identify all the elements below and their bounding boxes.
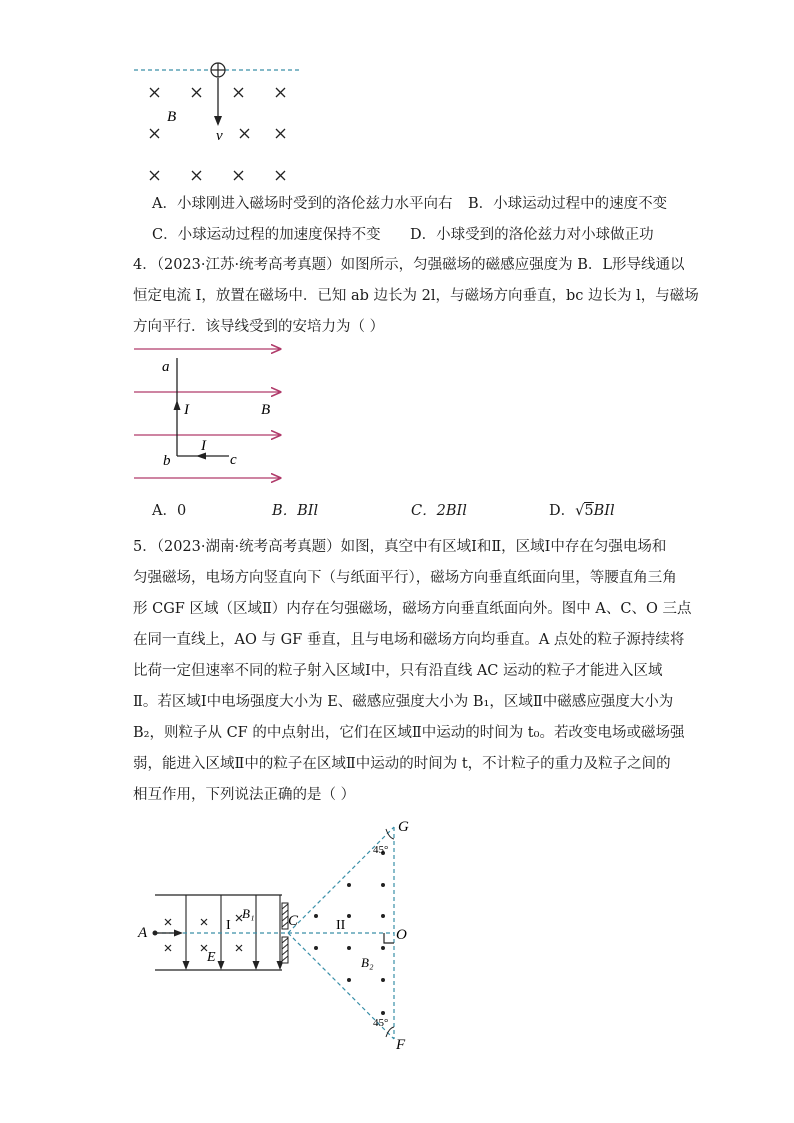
label-angle-top: 45° (373, 844, 389, 856)
q5-stem-line-1: 5．（2023·湖南·统考高考真题）如图，真空中有区域Ⅰ和Ⅱ，区域Ⅰ中存在匀强电场和 (133, 539, 667, 555)
label-current-bc: I (201, 438, 206, 454)
q4-option-a[interactable]: A．0 (152, 503, 187, 519)
label-region-1: I (226, 918, 231, 933)
label-O: O (396, 927, 407, 943)
label-c: c (230, 452, 237, 468)
label-current-ab: I (184, 402, 189, 418)
q5-stem-line-8: 弱，能进入区域Ⅱ中的粒子在区域Ⅱ中运动的时间为 t，不计粒子的重力及粒子之间的 (133, 756, 671, 772)
label-B-field: B (261, 402, 271, 418)
q3-option-c[interactable]: C．小球运动过程的加速度保持不变 (152, 227, 381, 243)
q5-stem-line-9: 相互作用，下列说法正确的是（ ） (133, 787, 356, 803)
label-a: a (162, 359, 170, 375)
q4-option-d-prefix: D． (549, 503, 576, 519)
label-v: v (216, 128, 223, 144)
figure-velocity-selector (130, 815, 430, 1055)
q4-option-c[interactable]: C．2BIl (411, 503, 467, 519)
label-region-2: II (336, 918, 346, 933)
q5-stem-line-5: 比荷一定但速率不同的粒子射入区域Ⅰ中，只有沿直线 AC 运动的粒子才能进入区域 (133, 663, 663, 679)
label-G: G (398, 819, 409, 835)
magnetic-field-lines (134, 349, 280, 478)
label-C: C (288, 913, 299, 929)
label-B: B (167, 109, 177, 125)
label-B1: B₁ (242, 906, 255, 921)
q5-stem-line-7: B₂，则粒子从 CF 的中点射出，它们在区域Ⅱ中运动的时间为 t₀。若改变电场或磁场强 (133, 725, 685, 741)
q3-option-d[interactable]: D．小球受到的洛伦兹力对小球做正功 (410, 227, 654, 243)
figure-ball-magnetic-field (130, 58, 310, 188)
q4-stem-line-3: 方向平行．该导线受到的安培力为（ ） (133, 319, 385, 335)
label-F: F (396, 1037, 406, 1053)
electric-field-lines (186, 895, 280, 965)
label-A: A (138, 925, 148, 941)
label-b: b (163, 453, 171, 469)
point-A (153, 931, 158, 936)
q4-option-d[interactable] (549, 499, 615, 520)
q3-option-b[interactable]: B．小球运动过程中的速度不变 (468, 196, 668, 212)
sqrt-symbol: √ (575, 503, 585, 519)
q5-stem-line-2: 匀强磁场，电场方向竖直向下（与纸面平行），磁场方向垂直纸面向里，等腰直角三角 (133, 570, 677, 586)
q5-stem-line-3: 形 CGF 区域（区域Ⅱ）内存在匀强磁场，磁场方向垂直纸面向外。图中 A、C、O 三点 (133, 601, 692, 617)
q4-option-d-suffix: BIl (593, 503, 615, 519)
q4-option-d-root: 5 (584, 503, 594, 519)
label-B2: B₂ (361, 955, 374, 970)
q3-option-a[interactable]: A．小球刚进入磁场时受到的洛伦兹力水平向右 (152, 196, 453, 212)
q4-stem-line-2: 恒定电流 I，放置在磁场中．已知 ab 边长为 2l，与磁场方向垂直，bc 边长为 l，与磁场 (133, 288, 699, 304)
q5-stem-line-4: 在同一直线上，AO 与 GF 垂直，且与电场和磁场方向均垂直。A 点处的粒子源持续将 (133, 632, 685, 648)
label-angle-bottom: 45° (373, 1017, 389, 1029)
figure-l-shaped-wire (130, 340, 290, 485)
q4-stem-line-1: 4．（2023·江苏·统考高考真题）如图所示，匀强磁场的磁感应强度为 B．L形导线通以 (133, 257, 685, 273)
q4-option-b[interactable]: B．BIl (272, 503, 319, 519)
label-E: E (207, 950, 216, 965)
q5-stem-line-6: Ⅱ。若区域Ⅰ中电场强度大小为 E、磁感应强度大小为 B₁，区域Ⅱ中磁感应强度大小为 (133, 694, 674, 710)
